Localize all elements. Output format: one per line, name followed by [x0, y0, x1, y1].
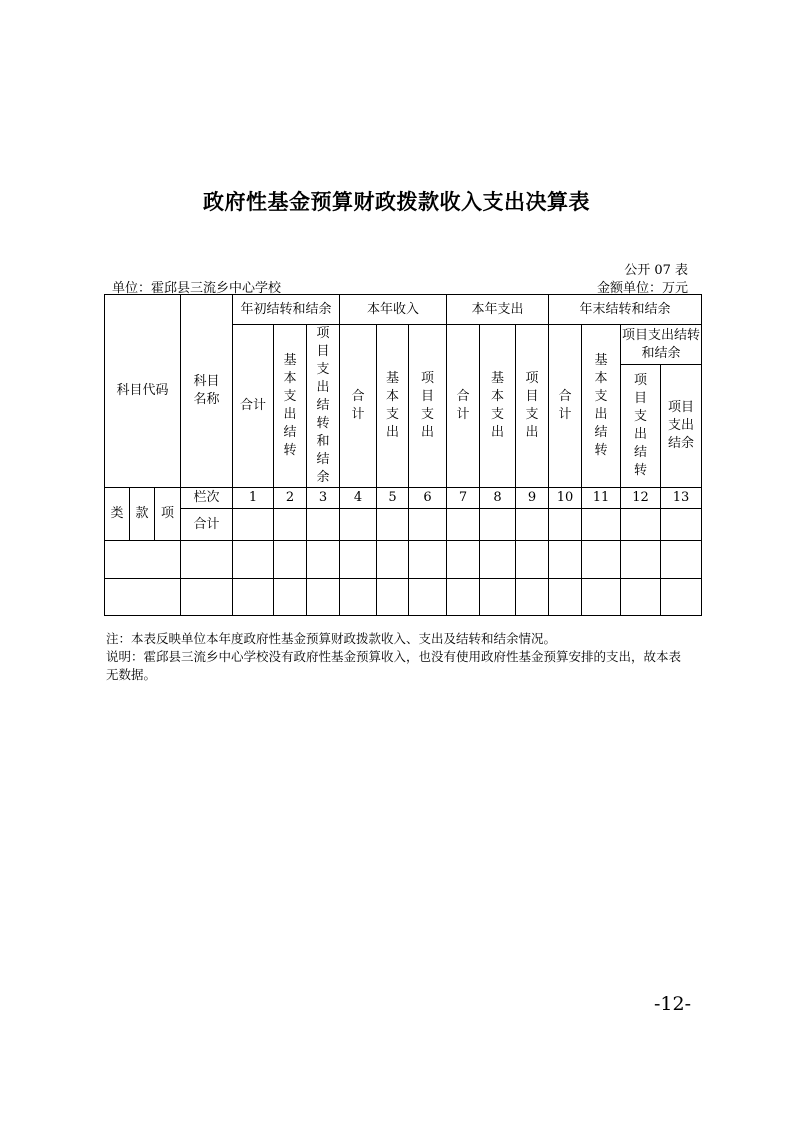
total-row-label: 合计 — [181, 509, 233, 541]
table-cell — [549, 579, 582, 616]
col-number: 12 — [621, 488, 661, 509]
form-number: 公开 07 表 — [624, 263, 688, 278]
subject-code-header: 科目代码 — [105, 295, 181, 488]
money-unit: 金额单位：万元 — [596, 281, 688, 296]
code-category-label: 类 — [105, 488, 130, 541]
table-row — [105, 541, 702, 579]
table-cell — [447, 579, 480, 616]
closing-project-group-header: 项目支出结转和结余 — [621, 325, 702, 365]
table-cell — [447, 541, 480, 579]
table-cell — [621, 541, 661, 579]
table-cell — [582, 579, 621, 616]
income-basic-header: 基本支出 — [377, 325, 409, 488]
table-cell — [516, 579, 549, 616]
table-cell — [340, 579, 377, 616]
subject-name-header: 科目名称 — [181, 295, 233, 488]
col-number: 8 — [480, 488, 516, 509]
col-number: 9 — [516, 488, 549, 509]
table-cell — [340, 509, 377, 541]
table-cell — [516, 509, 549, 541]
table-cell — [661, 541, 702, 579]
table-cell — [307, 541, 340, 579]
table-cell — [549, 541, 582, 579]
table-cell — [661, 509, 702, 541]
table-cell — [582, 509, 621, 541]
table-cell — [480, 541, 516, 579]
opening-project-carry-surplus-header: 项目支出结转和结余 — [307, 325, 340, 488]
opening-balance-header: 年初结转和结余 — [233, 295, 340, 325]
expense-total-header: 合计 — [447, 325, 480, 488]
col-number: 13 — [661, 488, 702, 509]
table-cell — [409, 541, 447, 579]
closing-balance-header: 年末结转和结余 — [549, 295, 702, 325]
table-notes — [106, 630, 692, 684]
row-index-label: 栏次 — [181, 488, 233, 509]
table-cell — [274, 509, 307, 541]
page-number: -12- — [653, 993, 691, 1015]
code-item-label: 项 — [155, 488, 181, 541]
code-section-label: 款 — [130, 488, 155, 541]
closing-project-surplus-header: 项目支出结余 — [661, 365, 702, 488]
table-cell — [274, 579, 307, 616]
annual-expense-header: 本年支出 — [447, 295, 549, 325]
col-number: 4 — [340, 488, 377, 509]
col-number: 7 — [447, 488, 480, 509]
table-cell — [181, 579, 233, 616]
note-text: 注：本表反映单位本年度政府性基金预算财政拨款收入、支出及结转和结余情况。 — [106, 631, 557, 646]
table-cell — [549, 509, 582, 541]
table-cell — [409, 509, 447, 541]
table-cell — [480, 579, 516, 616]
table-cell — [377, 579, 409, 616]
closing-basic-carry-header: 基本支出结转 — [582, 325, 621, 488]
table-cell — [274, 541, 307, 579]
col-number: 6 — [409, 488, 447, 509]
table-cell — [377, 509, 409, 541]
closing-total-header: 合计 — [549, 325, 582, 488]
annual-income-header: 本年收入 — [340, 295, 447, 325]
table-cell — [307, 509, 340, 541]
col-number: 1 — [233, 488, 274, 509]
table-cell — [233, 579, 274, 616]
income-total-header: 合计 — [340, 325, 377, 488]
table-cell — [233, 541, 274, 579]
opening-basic-carry-header: 基本支出结转 — [274, 325, 307, 488]
col-number: 5 — [377, 488, 409, 509]
table-cell — [409, 579, 447, 616]
page-title: 政府性基金预算财政拨款收入支出决算表 — [203, 190, 590, 214]
explanation-text: 说明：霍邱县三流乡中心学校没有政府性基金预算收入，也没有使用政府性基金预算安排的支出，故本表无数据。 — [106, 649, 682, 682]
col-number: 3 — [307, 488, 340, 509]
col-number: 10 — [549, 488, 582, 509]
table-cell — [105, 541, 181, 579]
table-cell — [377, 541, 409, 579]
table-cell — [621, 579, 661, 616]
opening-total-header: 合计 — [233, 325, 274, 488]
table-cell — [480, 509, 516, 541]
table-cell — [105, 579, 181, 616]
reporting-unit: 单位：霍邱县三流乡中心学校 — [112, 281, 282, 296]
table-cell — [516, 541, 549, 579]
closing-project-carry-header: 项目支出结转 — [621, 365, 661, 488]
fund-budget-table — [104, 294, 702, 616]
table-cell — [340, 541, 377, 579]
expense-basic-header: 基本支出 — [480, 325, 516, 488]
table-cell — [582, 541, 621, 579]
col-number: 11 — [582, 488, 621, 509]
income-project-header: 项目支出 — [409, 325, 447, 488]
table-cell — [621, 509, 661, 541]
table-cell — [181, 541, 233, 579]
expense-project-header: 项目支出 — [516, 325, 549, 488]
table-cell — [307, 579, 340, 616]
table-cell — [233, 509, 274, 541]
table-cell — [447, 509, 480, 541]
col-number: 2 — [274, 488, 307, 509]
table-cell — [661, 579, 702, 616]
table-row — [105, 579, 702, 616]
